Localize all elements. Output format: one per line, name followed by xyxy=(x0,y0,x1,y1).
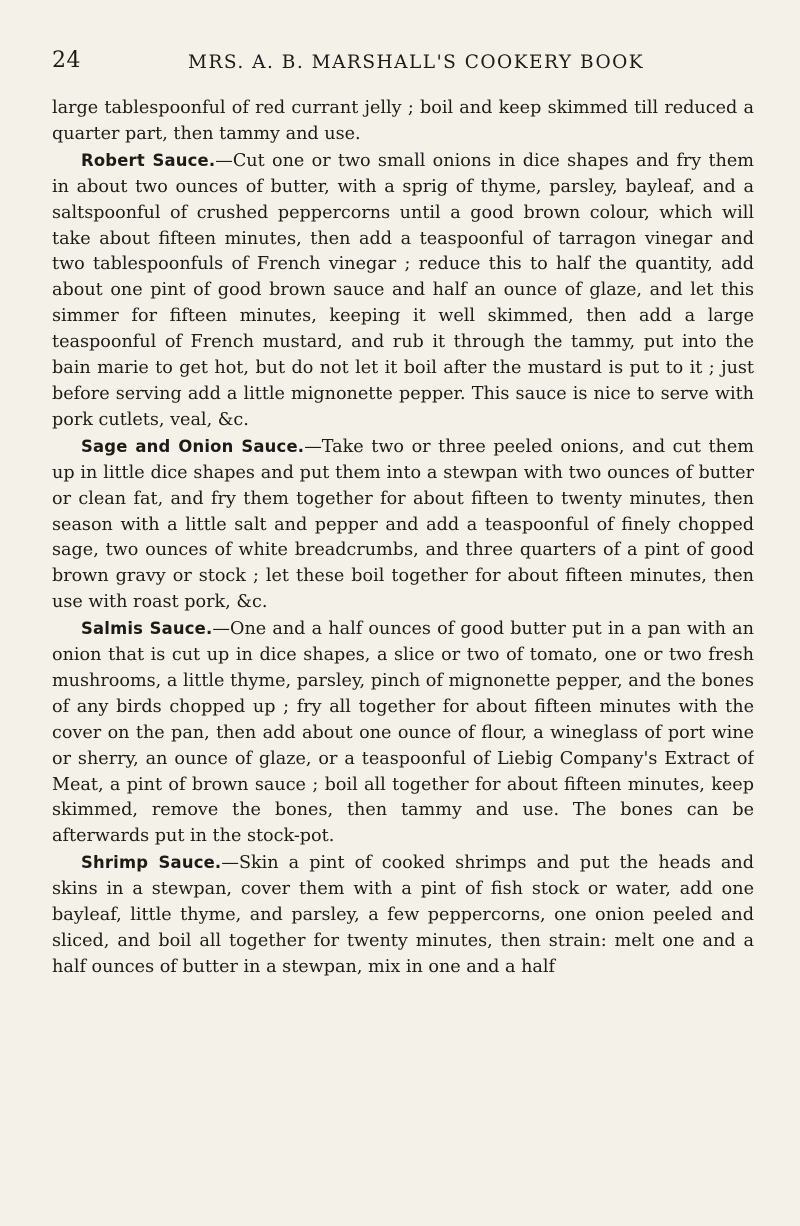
recipe-sage-and-onion-sauce xyxy=(52,434,754,616)
running-head: MRS. A. B. MARSHALL'S COOKERY BOOK xyxy=(188,52,645,73)
recipe-title: Sage and Onion Sauce. xyxy=(81,436,305,456)
page-number: 24 xyxy=(52,48,81,73)
recipe-title: Robert Sauce. xyxy=(81,150,216,170)
body-text xyxy=(52,96,754,981)
recipe-text: —Cut one or two small onions in dice shapes and fry them in about two ounces of butter, with a sprig of thyme, parsley, bayleaf, and a saltspoonful of crushed peppercorns until a good brown colour, which will take about fifteen minutes, then add a teaspoonful of tarragon vinegar and two tablespoonfuls of French vinegar ; reduce this to half the quantity, add about one pint of good brown sauce and half an ounce of glaze, and let this simmer for fifteen minutes, keeping it well skimmed, then add a large teaspoonful of French mustard, and rub it through the tammy, put into the bain marie to get hot, but do not let it boil after the mustard is put to it ; just before serving add a little mignonette pepper. This sauce is nice to serve with pork cutlets, veal, &c. xyxy=(52,150,754,430)
recipe-shrimp-sauce xyxy=(52,850,754,981)
recipe-robert-sauce xyxy=(52,148,754,434)
recipe-text: —Skin a pint of cooked shrimps and put the heads and skins in a stewpan, cover them with a pint of fish stock or water, add one bayleaf, little thyme, and parsley, a few peppercorns, one onion peeled and sliced, and boil all together for twenty minutes, then strain: melt one and a half ounces of butter in a stewpan, mix in one and a half xyxy=(52,853,754,977)
paragraph-text: large tablespoonful of red currant jelly ; boil and keep skimmed till reduced a quarter part, then tammy and use. xyxy=(52,98,754,144)
recipe-title: Salmis Sauce. xyxy=(81,619,213,639)
book-page xyxy=(52,40,754,1210)
recipe-text: —Take two or three peeled onions, and cut them up in little dice shapes and put them into a stewpan with two ounces of butter or clean fat, and fry them together for about fifteen to twenty minutes, then season with a little salt and pepper and add a teaspoonful of finely chopped sage, two ounces of white breadcrumbs, and three quarters of a pint of good brown gravy or stock ; let these boil together for about fifteen minutes, then use with roast pork, &c. xyxy=(52,436,754,613)
recipe-salmis-sauce xyxy=(52,616,754,850)
recipe-text: —One and a half ounces of good butter put in a pan with an onion that is cut up in dice shapes, a slice or two of tomato, one or two fresh mushrooms, a little thyme, parsley, pinch of mignonette pepper, and the bones of any birds chopped up ; fry all together for about fifteen minutes with the cover on the pan, then add about one ounce of flour, a wineglass of port wine or sherry, an ounce of glaze, or a teaspoonful of Liebig Company's Extract of Meat, a pint of brown sauce ; boil all together for about fifteen minutes, keep skimmed, remove the bones, then tammy and use. The bones can be afterwards put in the stock-pot. xyxy=(52,619,754,847)
recipe-title: Shrimp Sauce. xyxy=(81,853,222,873)
paragraph-continuation xyxy=(52,96,754,148)
page-header xyxy=(52,40,754,96)
